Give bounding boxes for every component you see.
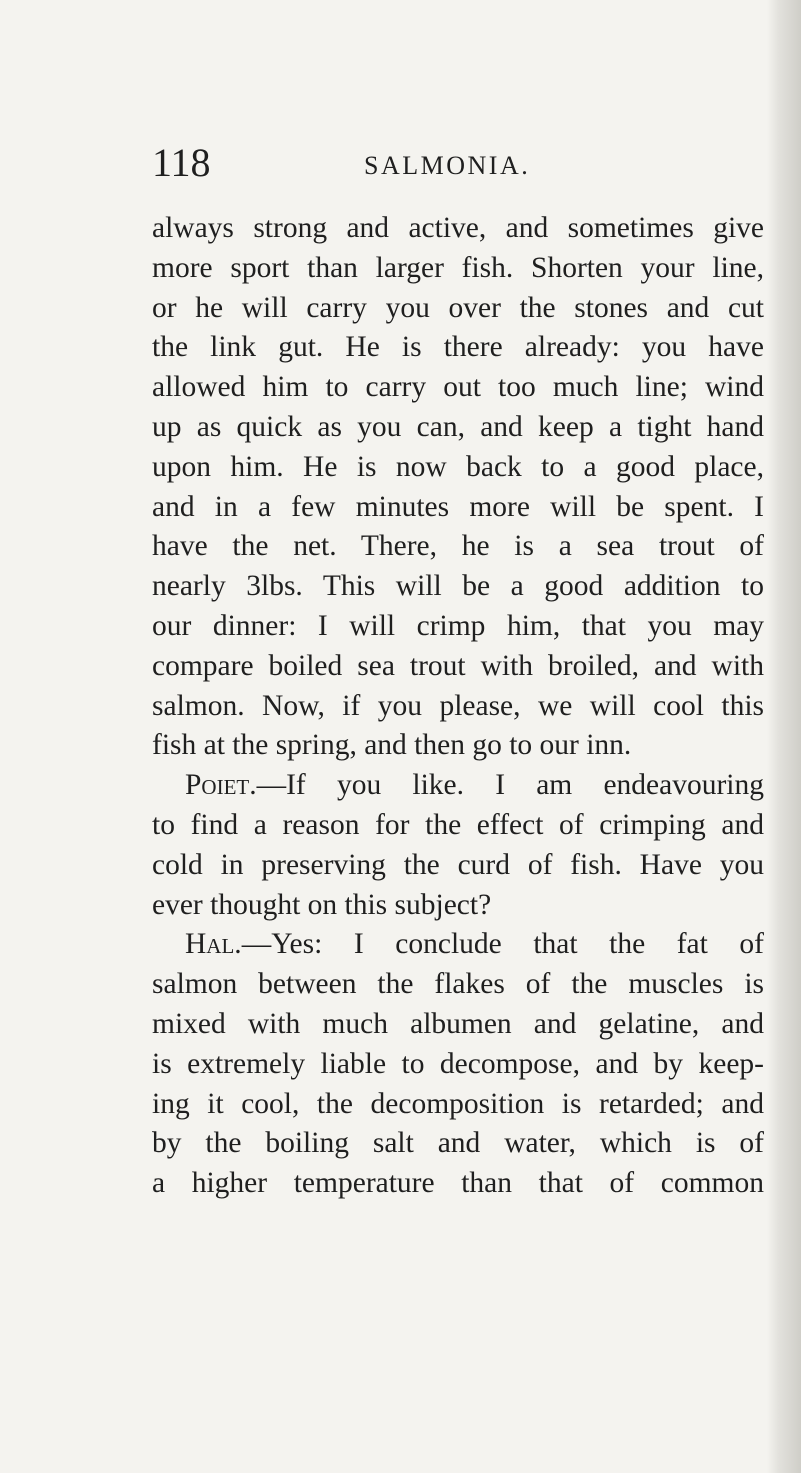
- speaker-hal: Hal.: [185, 928, 242, 961]
- text-line: —If you like. I am endeavouring: [256, 769, 764, 802]
- running-head: SALMONIA.: [364, 151, 531, 180]
- text-line: and in a few minutes more will be spent. I: [152, 490, 764, 523]
- text-line: have the net. There, he is a sea trout of: [152, 530, 764, 563]
- text-line: nearly 3lbs. This will be a good addition to: [152, 570, 764, 603]
- text-line: compare boiled sea trout with broiled, and with: [152, 649, 764, 682]
- text-line: —Yes: I conclude that the fat of: [241, 928, 764, 961]
- text-line: more sport than larger fish. Shorten your line,: [152, 251, 764, 284]
- text-line: is extremely liable to decompose, and by keep-: [152, 1047, 764, 1080]
- text-line: or he will carry you over the stones and cut: [152, 291, 764, 324]
- text-line: ever thought on this subject?: [152, 888, 492, 921]
- page-header: [152, 138, 712, 188]
- text-line: our dinner: I will crimp him, that you may: [152, 609, 764, 642]
- text-line: ing it cool, the decomposition is retarded; and: [152, 1087, 764, 1120]
- body-text: [152, 209, 764, 1204]
- text-line: fish at the spring, and then go to our inn.: [152, 729, 632, 762]
- page-number: 118: [152, 140, 211, 185]
- page-edge-shadow: [767, 0, 801, 1473]
- text-line: mixed with much albumen and gelatine, and: [152, 1007, 764, 1040]
- text-line: always strong and active, and sometimes give: [152, 212, 764, 244]
- speaker-poiet: Poiet.: [185, 769, 257, 802]
- paragraph-poiet-first-line: [152, 766, 764, 806]
- text-line: salmon. Now, if you please, we will cool this: [152, 689, 764, 722]
- text-line: to find a reason for the effect of crimping and: [152, 808, 764, 841]
- text-line: up as quick as you can, and keep a tight hand: [152, 410, 764, 443]
- text-line: the link gut. He is there already: you have: [152, 331, 764, 364]
- paragraph-hal-first-line: [152, 925, 764, 965]
- text-line: salmon between the flakes of the muscles is: [152, 968, 764, 1001]
- text-line: allowed him to carry out too much line; wind: [152, 371, 764, 404]
- text-line: cold in preserving the curd of fish. Have you: [152, 848, 764, 881]
- text-line: upon him. He is now back to a good place,: [152, 450, 764, 483]
- text-line: by the boiling salt and water, which is of: [152, 1127, 764, 1160]
- text-line: a higher temperature than that of common: [152, 1167, 764, 1200]
